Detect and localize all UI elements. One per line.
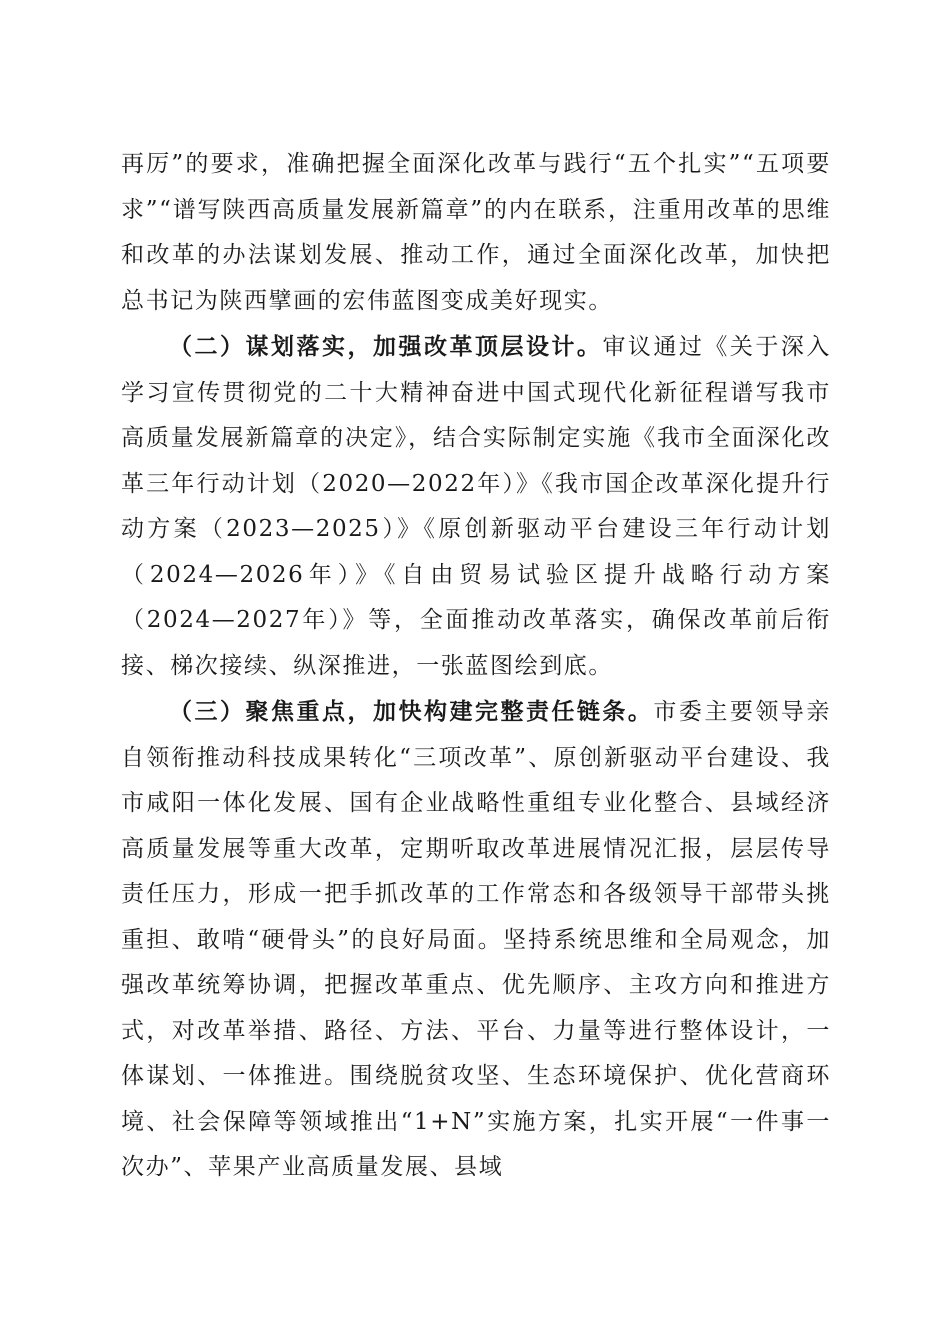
section-2-body-text: 审议通过《关于深入学习宣传贯彻党的二十大精神奋进中国式现代化新征程谱写我市高质量发展新篇章的决定》，结合实际制定实施《我市全面深化改革三年行动计划（2020—2022年）》《我市国企改革深化提升行动方案（2023—2025）》《原创新驱动平台建设三年行动计划（2024—2026年）》《自由贸易试验区提升战略行动方案（2024—2027年）》等，全面推动改革落实，确保改革前后衔接、梯次接续、纵深推进，一张蓝图绘到底。 bbox=[121, 334, 832, 679]
section-3-body-text: 市委主要领导亲自领衔推动科技成果转化“三项改革”、原创新驱动平台建设、我市咸阳一体化发展、国有企业战略性重组专业化整合、县域经济高质量发展等重大改革，定期听取改革进展情况汇报，层层传导责任压力，形成一把手抓改革的工作常态和各级领导干部带头挑重担、敢啃“硬骨头”的良好局面。坚持系统思维和全局观念，加强改革统筹协调，把握改革重点、优先顺序、主攻方向和推进方式，对改革举措、路径、方法、平台、力量等进行整体设计，一体谋划、一体推进。围绕脱贫攻坚、生态环境保护、优化营商环境、社会保障等领域推出“1+N”实施方案，扎实开展“一件事一次办”、苹果产业高质量发展、县域 bbox=[121, 699, 831, 1180]
document-body bbox=[121, 142, 831, 1191]
paragraph-section-2 bbox=[121, 324, 831, 689]
paragraph-body-text: 再厉”的要求，准确把握全面深化改革与践行“五个扎实”“五项要求”“谱写陕西高质量发展新篇章”的内在联系，注重用改革的思维和改革的办法谋划发展、推动工作，通过全面深化改革，加快把总书记为陕西擘画的宏伟蓝图变成美好现实。 bbox=[121, 151, 831, 314]
section-3-heading: （三）聚焦重点，加快构建完整责任链条。 bbox=[169, 698, 654, 725]
paragraph-continuation bbox=[121, 142, 831, 324]
paragraph-section-3 bbox=[121, 689, 831, 1191]
section-2-heading: （二）谋划落实，加强改革顶层设计。 bbox=[169, 333, 603, 360]
